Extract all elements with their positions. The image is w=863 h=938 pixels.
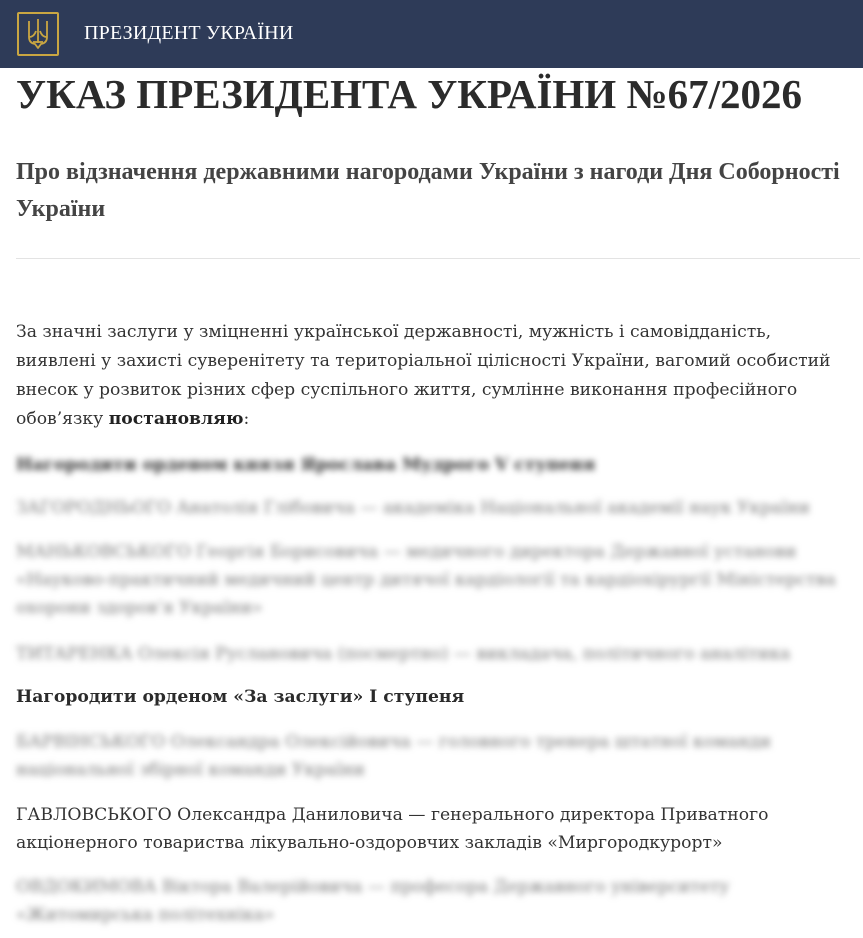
decree-subtitle: Про відзначення державними нагородами України з нагоди Дня Соборності України bbox=[16, 159, 840, 222]
decree-title: УКАЗ ПРЕЗИДЕНТА УКРАЇНИ №67/2026 bbox=[16, 71, 803, 117]
preamble-end: : bbox=[243, 409, 250, 429]
trident-emblem-icon[interactable] bbox=[17, 12, 59, 56]
section-heading: Нагородити орденом «За заслуги» І ступеня bbox=[16, 687, 465, 707]
site-header bbox=[0, 0, 863, 68]
preamble-bold-word: постановляю bbox=[108, 409, 244, 429]
award-entry-blurred: БАРВІНСЬКОГО Олександра Олексійовича — головного тренера штатної команди національної збірної команди України bbox=[16, 732, 772, 780]
decree-body bbox=[16, 318, 856, 434]
site-title-link[interactable]: ПРЕЗИДЕНТ УКРАЇНИ bbox=[84, 22, 294, 44]
award-entry-blurred: МАНЬКОВСЬКОГО Георгія Борисовича — медичного директора Державної установи «Науково-практичний медичний центр дитячої кардіології та кардіохірургії Міністерства охорони здоров’я України» bbox=[16, 542, 836, 618]
section-heading-blurred: Нагородити орденом князя Ярослава Мудрого V ступеня bbox=[16, 455, 596, 475]
award-entry: ГАВЛОВСЬКОГО Олександра Даниловича — генерального директора Приватного акціонерного товариства лікувально-оздоровчих закладів «Миргородкурорт» bbox=[16, 805, 769, 853]
preamble-text: За значні заслуги у зміцненні української державності, мужність і самовідданість, виявлені у захисті суверенітету та територіальної цілісності України, вагомий особистий внесок у розвиток різних сфер суспільного життя, сумлінне виконання професійного обов’язку bbox=[16, 322, 831, 429]
award-entry-blurred: ОВДОКИМОВА Віктора Валерійовича — професора Державного університету «Житомирська політехніка» bbox=[16, 877, 730, 925]
divider bbox=[16, 258, 860, 259]
preamble-paragraph bbox=[16, 318, 856, 434]
trident-icon bbox=[25, 17, 51, 51]
award-entry-blurred: ЗАГОРОДНЬОГО Анатолія Глібовича — академіка Національної академії наук України bbox=[16, 498, 810, 518]
award-entry-blurred: ТИТАРЕНКА Олексія Руслановича (посмертно) — викладача, політичного аналітика bbox=[16, 644, 791, 664]
